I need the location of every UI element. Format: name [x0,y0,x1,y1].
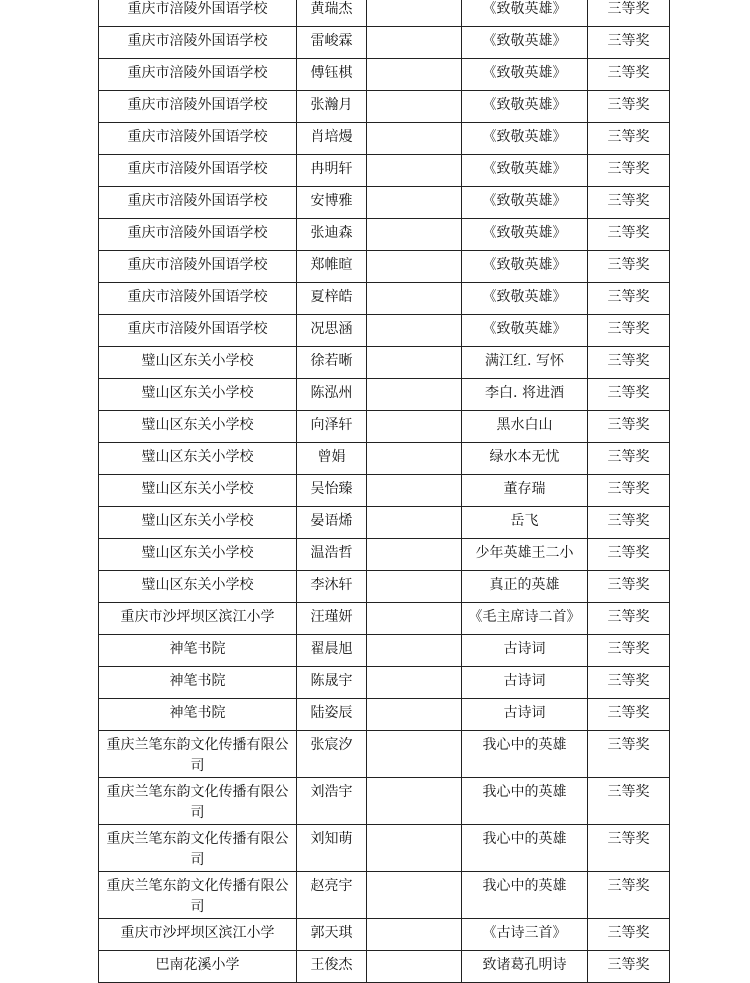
school-cell: 重庆市涪陵外国语学校 [99,155,297,187]
award-level-cell: 三等奖 [588,919,670,951]
table-row [99,0,670,27]
teacher-cell [367,59,462,91]
work-title-cell: 少年英雄王二小 [462,539,588,571]
school-cell: 重庆市涪陵外国语学校 [99,219,297,251]
work-title-cell: 《致敬英雄》 [462,315,588,347]
table-row [99,123,670,155]
award-level-cell: 三等奖 [588,507,670,539]
work-title-cell: 《毛主席诗二首》 [462,603,588,635]
teacher-cell [367,731,462,778]
work-title-cell: 我心中的英雄 [462,778,588,825]
school-cell: 神笔书院 [99,635,297,667]
student-name-cell: 曾娟 [297,443,367,475]
award-level-cell: 三等奖 [588,778,670,825]
school-cell: 重庆兰笔东韵文化传播有限公司 [99,825,297,872]
award-level-cell: 三等奖 [588,872,670,919]
school-cell: 重庆市沙坪坝区滨江小学 [99,919,297,951]
award-level-cell: 三等奖 [588,315,670,347]
teacher-cell [367,27,462,59]
work-title-cell: 董存瑞 [462,475,588,507]
teacher-cell [367,251,462,283]
table-row [99,187,670,219]
award-level-cell: 三等奖 [588,825,670,872]
table-row [99,635,670,667]
teacher-cell [367,347,462,379]
award-level-cell: 三等奖 [588,123,670,155]
school-cell: 重庆兰笔东韵文化传播有限公司 [99,778,297,825]
teacher-cell [367,699,462,731]
teacher-cell [367,219,462,251]
work-title-cell: 《致敬英雄》 [462,59,588,91]
award-level-cell: 三等奖 [588,635,670,667]
award-level-cell: 三等奖 [588,155,670,187]
student-name-cell: 肖培熳 [297,123,367,155]
school-cell: 重庆市沙坪坝区滨江小学 [99,603,297,635]
student-name-cell: 安博雅 [297,187,367,219]
award-level-cell: 三等奖 [588,411,670,443]
teacher-cell [367,315,462,347]
table-row [99,778,670,825]
school-cell: 重庆市涪陵外国语学校 [99,283,297,315]
student-name-cell: 温浩哲 [297,539,367,571]
work-title-cell: 真正的英雄 [462,571,588,603]
teacher-cell [367,872,462,919]
work-title-cell: 古诗词 [462,635,588,667]
award-level-cell: 三等奖 [588,571,670,603]
table-row [99,475,670,507]
award-level-cell: 三等奖 [588,187,670,219]
school-cell: 重庆市涪陵外国语学校 [99,91,297,123]
work-title-cell: 岳飞 [462,507,588,539]
student-name-cell: 夏梓皓 [297,283,367,315]
work-title-cell: 《致敬英雄》 [462,123,588,155]
award-level-cell: 三等奖 [588,59,670,91]
student-name-cell: 郭天琪 [297,919,367,951]
awards-table-body [99,0,670,983]
teacher-cell [367,0,462,27]
table-row [99,825,670,872]
teacher-cell [367,667,462,699]
teacher-cell [367,123,462,155]
student-name-cell: 汪瑾妍 [297,603,367,635]
school-cell: 重庆市涪陵外国语学校 [99,315,297,347]
teacher-cell [367,91,462,123]
work-title-cell: 《致敬英雄》 [462,187,588,219]
teacher-cell [367,155,462,187]
table-row [99,155,670,187]
teacher-cell [367,475,462,507]
school-cell: 璧山区东关小学校 [99,571,297,603]
school-cell: 璧山区东关小学校 [99,475,297,507]
awards-table-container [98,0,654,983]
student-name-cell: 张瀚月 [297,91,367,123]
award-level-cell: 三等奖 [588,347,670,379]
table-row [99,411,670,443]
award-level-cell: 三等奖 [588,379,670,411]
teacher-cell [367,825,462,872]
school-cell: 重庆市涪陵外国语学校 [99,59,297,91]
student-name-cell: 黄瑞杰 [297,0,367,27]
school-cell: 神笔书院 [99,667,297,699]
award-level-cell: 三等奖 [588,951,670,983]
work-title-cell: 古诗词 [462,667,588,699]
table-row [99,59,670,91]
school-cell: 重庆市涪陵外国语学校 [99,251,297,283]
student-name-cell: 刘浩宇 [297,778,367,825]
student-name-cell: 况思涵 [297,315,367,347]
table-row [99,507,670,539]
student-name-cell: 刘知萌 [297,825,367,872]
table-row [99,571,670,603]
work-title-cell: 《致敬英雄》 [462,91,588,123]
table-row [99,91,670,123]
award-level-cell: 三等奖 [588,283,670,315]
teacher-cell [367,443,462,475]
work-title-cell: 黑水白山 [462,411,588,443]
student-name-cell: 陈泓州 [297,379,367,411]
student-name-cell: 赵亮宇 [297,872,367,919]
table-row [99,731,670,778]
awards-table [98,0,670,983]
table-row [99,603,670,635]
award-level-cell: 三等奖 [588,27,670,59]
work-title-cell: 古诗词 [462,699,588,731]
school-cell: 巴南花溪小学 [99,951,297,983]
student-name-cell: 雷峻霖 [297,27,367,59]
teacher-cell [367,411,462,443]
teacher-cell [367,283,462,315]
school-cell: 璧山区东关小学校 [99,347,297,379]
student-name-cell: 郑帷暄 [297,251,367,283]
award-level-cell: 三等奖 [588,603,670,635]
award-level-cell: 三等奖 [588,667,670,699]
work-title-cell: 致诸葛孔明诗 [462,951,588,983]
award-level-cell: 三等奖 [588,443,670,475]
student-name-cell: 傅钰棋 [297,59,367,91]
work-title-cell: 我心中的英雄 [462,872,588,919]
teacher-cell [367,571,462,603]
school-cell: 重庆市涪陵外国语学校 [99,187,297,219]
school-cell: 神笔书院 [99,699,297,731]
table-row [99,443,670,475]
school-cell: 重庆市涪陵外国语学校 [99,27,297,59]
table-row [99,315,670,347]
student-name-cell: 徐若晰 [297,347,367,379]
school-cell: 璧山区东关小学校 [99,443,297,475]
table-row [99,699,670,731]
teacher-cell [367,919,462,951]
teacher-cell [367,539,462,571]
table-row [99,919,670,951]
table-row [99,283,670,315]
award-level-cell: 三等奖 [588,219,670,251]
work-title-cell: 《致敬英雄》 [462,27,588,59]
student-name-cell: 张宸汐 [297,731,367,778]
student-name-cell: 翟晨旭 [297,635,367,667]
teacher-cell [367,187,462,219]
school-cell: 璧山区东关小学校 [99,411,297,443]
work-title-cell: 绿水本无忧 [462,443,588,475]
teacher-cell [367,951,462,983]
work-title-cell: 满江红. 写怀 [462,347,588,379]
table-row [99,379,670,411]
student-name-cell: 陈晟宇 [297,667,367,699]
school-cell: 重庆市涪陵外国语学校 [99,0,297,27]
work-title-cell: 我心中的英雄 [462,825,588,872]
work-title-cell: 李白. 将进酒 [462,379,588,411]
work-title-cell: 《致敬英雄》 [462,219,588,251]
teacher-cell [367,379,462,411]
table-row [99,667,670,699]
work-title-cell: 我心中的英雄 [462,731,588,778]
school-cell: 重庆兰笔东韵文化传播有限公司 [99,872,297,919]
student-name-cell: 陆姿辰 [297,699,367,731]
work-title-cell: 《古诗三首》 [462,919,588,951]
school-cell: 璧山区东关小学校 [99,539,297,571]
award-level-cell: 三等奖 [588,0,670,27]
student-name-cell: 向泽轩 [297,411,367,443]
award-level-cell: 三等奖 [588,251,670,283]
student-name-cell: 晏语烯 [297,507,367,539]
award-level-cell: 三等奖 [588,475,670,507]
school-cell: 璧山区东关小学校 [99,379,297,411]
school-cell: 重庆兰笔东韵文化传播有限公司 [99,731,297,778]
work-title-cell: 《致敬英雄》 [462,251,588,283]
student-name-cell: 李沐轩 [297,571,367,603]
teacher-cell [367,778,462,825]
table-row [99,539,670,571]
table-row [99,951,670,983]
award-level-cell: 三等奖 [588,91,670,123]
teacher-cell [367,507,462,539]
table-row [99,251,670,283]
award-level-cell: 三等奖 [588,539,670,571]
work-title-cell: 《致敬英雄》 [462,155,588,187]
student-name-cell: 吴怡臻 [297,475,367,507]
work-title-cell: 《致敬英雄》 [462,0,588,27]
school-cell: 璧山区东关小学校 [99,507,297,539]
school-cell: 重庆市涪陵外国语学校 [99,123,297,155]
student-name-cell: 冉明轩 [297,155,367,187]
award-level-cell: 三等奖 [588,699,670,731]
table-row [99,219,670,251]
award-level-cell: 三等奖 [588,731,670,778]
table-row [99,27,670,59]
teacher-cell [367,635,462,667]
table-row [99,347,670,379]
table-row [99,872,670,919]
student-name-cell: 张迪森 [297,219,367,251]
teacher-cell [367,603,462,635]
student-name-cell: 王俊杰 [297,951,367,983]
work-title-cell: 《致敬英雄》 [462,283,588,315]
